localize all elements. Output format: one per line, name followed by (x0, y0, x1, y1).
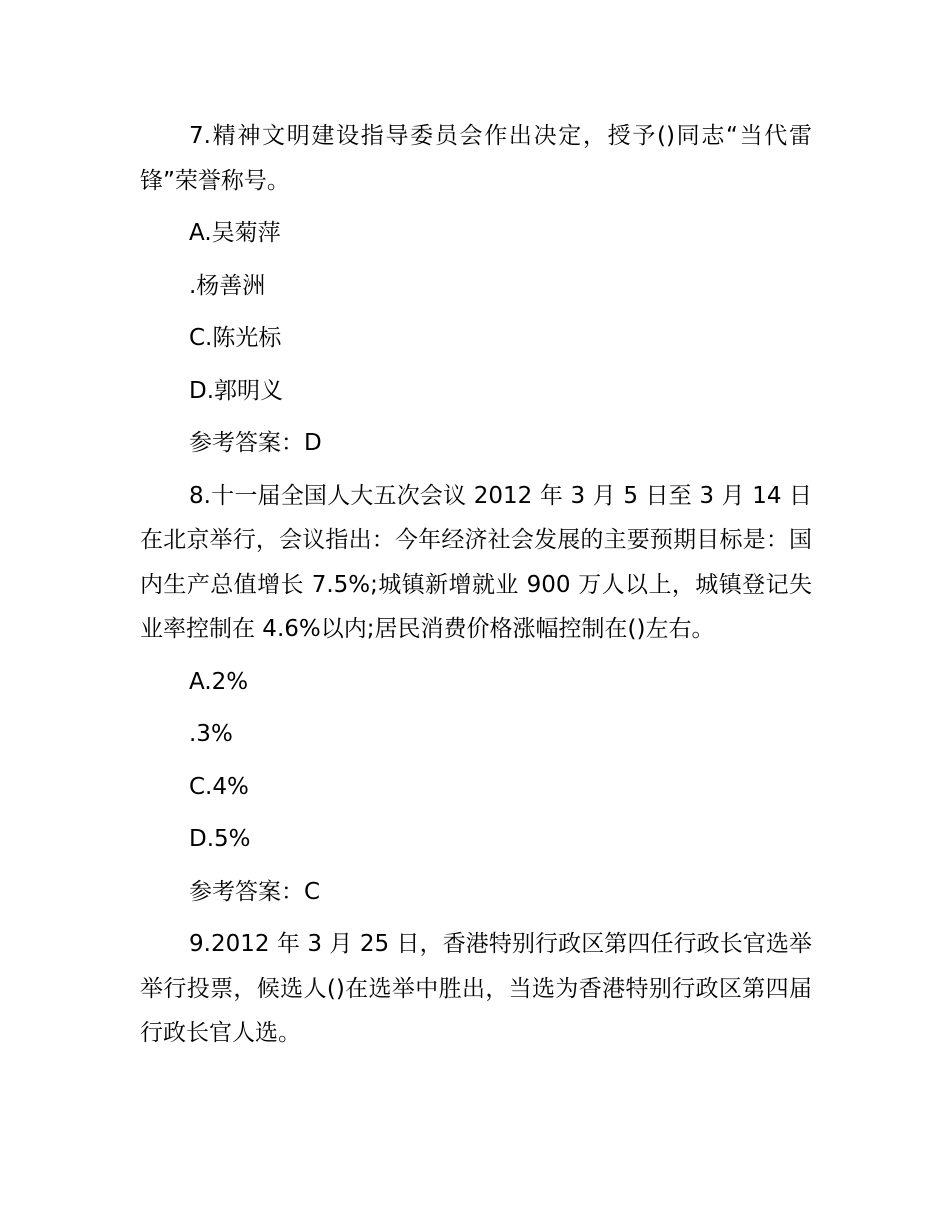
question-7-option-a: A.吴菊萍 (189, 220, 281, 246)
question-7-option-c: C.陈光标 (189, 325, 282, 351)
question-7-answer: 参考答案：D (189, 430, 322, 456)
question-8-option-c: C.4% (189, 773, 249, 800)
question-7-option-d: D.郭明义 (189, 377, 284, 404)
question-9-stem: 9.2012 年 3 月 25 日，香港特别行政区第四任行政长官选举举行投票，候选人()在选举中胜出，当选为香港特别行政区第四届行政长官人选。 (140, 931, 812, 1046)
question-8-option-a: A.2% (189, 668, 249, 695)
question-7-option-b: .杨善洲 (189, 272, 266, 299)
question-8-option-d: D.5% (189, 826, 251, 852)
question-8-stem: 8.十一届全国人大五次会议 2012 年 3 月 5 日至 3 月 14 日在北京举行，会议指出：今年经济社会发展的主要预期目标是：国内生产总值增长 7.5%;城镇新增就业 900 万人以上，城镇登记失业率控制在 4.6%以内;居民消费价格涨幅控制在()左右。 (140, 482, 812, 642)
document-page (140, 114, 812, 1064)
question-7-stem: 7.精神文明建设指导委员会作出决定，授予()同志“当代雷锋”荣誉称号。 (140, 123, 812, 194)
question-8-answer: 参考答案：C (189, 878, 321, 905)
question-8-option-b: .3% (189, 721, 233, 747)
